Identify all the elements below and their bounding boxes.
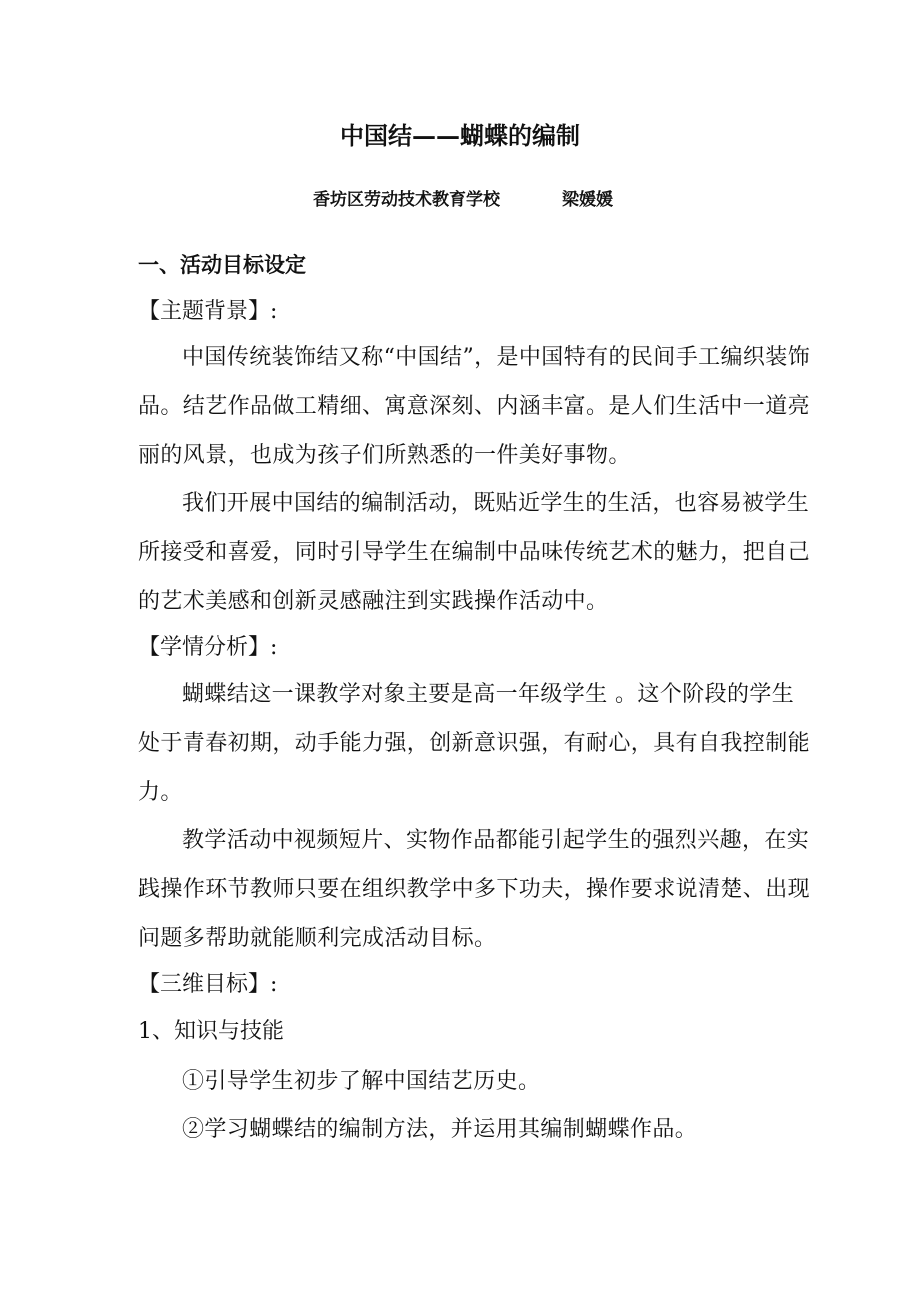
paragraph-line: 问题多帮助就能顺利完成活动目标。 bbox=[138, 926, 497, 951]
paragraph-line: 所接受和喜爱，同时引导学生在编制中品味传统艺术的魅力，把自己 bbox=[138, 540, 811, 565]
goal-item: 1、知识与技能 bbox=[138, 1019, 284, 1044]
paragraph-line: 处于青春初期，动手能力强，创新意识强，有耐心，具有自我控制能 bbox=[138, 731, 811, 756]
goals-label: 【三维目标】: bbox=[138, 972, 278, 997]
paragraph-line: 教学活动中视频短片、实物作品都能引起学生的强烈兴趣，在实 bbox=[182, 828, 810, 853]
paragraph-line: 我们开展中国结的编制活动，既贴近学生的生活，也容易被学生 bbox=[182, 491, 810, 516]
paragraph-line: 蝴蝶结这一课教学对象主要是高一年级学生 。这个阶段的学生 bbox=[182, 682, 795, 707]
analysis-label: 【学情分析】: bbox=[138, 635, 278, 660]
paragraph-line: 品。结艺作品做工精细、寓意深刻、内涵丰富。是人们生活中一道亮 bbox=[138, 394, 811, 419]
paragraph-line: 的艺术美感和创新灵感融注到实践操作活动中。 bbox=[138, 589, 609, 614]
section-heading: 一、活动目标设定 bbox=[138, 252, 306, 277]
paragraph-line: 力。 bbox=[138, 780, 183, 805]
paragraph-line: 中国传统装饰结又称“中国结”，是中国特有的民间手工编织装饰 bbox=[182, 345, 811, 370]
author-name: 梁媛媛 bbox=[562, 190, 613, 210]
author-school: 香坊区劳动技术教育学校 bbox=[313, 190, 500, 210]
goal-subitem: ①引导学生初步了解中国结艺历史。 bbox=[182, 1069, 541, 1094]
page-title: 中国结——蝴蝶的编制 bbox=[340, 121, 580, 150]
paragraph-line: 践操作环节教师只要在组织教学中多下功夫，操作要求说清楚、出现 bbox=[138, 877, 811, 902]
paragraph-line: 丽的风景，也成为孩子们所熟悉的一件美好事物。 bbox=[138, 443, 631, 468]
background-label: 【主题背景】: bbox=[138, 299, 278, 324]
goal-subitem: ②学习蝴蝶结的编制方法，并运用其编制蝴蝶作品。 bbox=[182, 1117, 698, 1142]
